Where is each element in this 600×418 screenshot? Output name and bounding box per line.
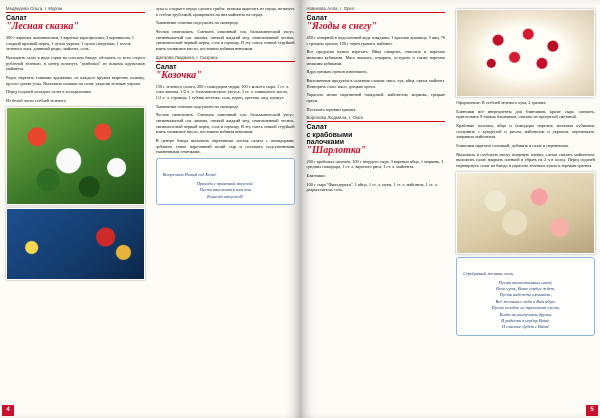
- recipe-author: Воронова Людмила, г. Омск: [307, 115, 446, 122]
- subhead-blinchiki: Блинчики:: [306, 173, 326, 179]
- step-text: Чеснок измельчить. Смешать лимонный сок, бальзамический уксус, свежевыжатый сок лимона, свежий жидкий мед, измельченный чеснок, свежемолотый черный перец, соль и горчицу. В эту смесь тонкой струйкой влить оливковое масло, постоянно взбивая венчиком.: [155, 29, 295, 52]
- right-column-1: [301, 0, 451, 418]
- poem-line: Пусть холодок не тревожит пусть,: [491, 305, 560, 311]
- recipe-author: Щепкова Людмила, г. Сызрань: [156, 55, 295, 62]
- poem-line: Пусть наполнится нам пая: [199, 187, 251, 193]
- step-text: Выложить салат в виде горки на плоском блюде, обсыпать со всех сторон рубленой зеленью, в центр воткнуть "грибочки" из шляпок кружочков майонеза.: [6, 54, 145, 72]
- poem-line: Пусть таинственных огней,: [498, 279, 553, 285]
- recipe-title-quoted: "Шарлотка": [306, 145, 367, 157]
- step-text: Все продукты нужно нарезать. Яйца отварить, очистить и нарезать мелкими кубиками. Мясо вымыть, отварить, остудить и также нарезать мелкими кубиками.: [306, 49, 446, 66]
- poem-line: Пусть надежды оживают,: [499, 292, 552, 298]
- salad-photo-berries: [456, 9, 595, 97]
- poem-line: Ночь чуть, Ваше сердце ждет,: [495, 286, 556, 292]
- poem-box: [456, 257, 595, 336]
- poem-line: Всё желанья с неба к Вам идут,: [495, 298, 556, 304]
- poem-heading: Серебряный желанье ночи,: [463, 270, 514, 276]
- step-text: Чеснок измельчить. Смешать лимонный сок, бальзамический уксус, свежевыжатый сок лимона, свежий жидкий мед, измельченный чеснок, свежемолотый черный перец, соль и горчицу. В эту смесь тонкой струйкой влить оливковое масло, постоянно взбивая венчиком.: [155, 112, 295, 135]
- step-text: Тыквенные семечки подсушить на сковороде.: [155, 20, 240, 26]
- poem-line: И радость в сердце Ваше,: [501, 317, 551, 323]
- step-text: Из белой части стеблей зеленого: [6, 97, 66, 103]
- recipe-title: "Ягоды в снегу": [306, 21, 377, 33]
- step-text: Выложенные продукты в салатник слоями: мясо, лук, яйца, орехи, майонез. Повторить слои: мясо, грецкие орехи.: [306, 77, 446, 89]
- poem-line: И счастье будет с Вами!: [501, 324, 550, 330]
- recipe-title-line1: с крабовыми: [306, 131, 353, 139]
- step-text: Украсить мелко нарезанной говядиной, майонезом, морковь, грецкие орехи.: [306, 92, 446, 103]
- poem-line: Приходи с приятной закуской,: [196, 180, 254, 186]
- intro-text: лука и сладкого перца сделать грибы: шляпки вырезать из перца, воткнуть в стебли трубочкой, прикрепить на низ майонеза на перца.: [155, 6, 295, 17]
- ingredients-list: 200 г вареных шампиньонов, 3 вареные картофелины, 2 корнишона, 1 сладкий красный перец, 1 пучок укропа, 1 пучок петрушки, 1 пучок зеленого лука, длинный редис, майонез, соль.: [6, 34, 135, 52]
- ingredients-list: 450 г отварной в подсоленной воде говядины, 1 красная луковица, 5 яиц, 70 г грецких орехов, 100 г зерен граната, майонез.: [306, 34, 445, 46]
- poem-line: Кошелёк капустой!: [206, 193, 244, 199]
- recipe-author: Новикова Алла, г. Орел: [307, 6, 446, 13]
- step-text: Ядра грецких орехов измельчить.: [306, 69, 368, 75]
- right-page: [301, 0, 600, 418]
- step-text: Блинчики нарезать соломкой, добавить в салат и перемешать.: [456, 143, 570, 149]
- recipe-kicker: Салат: [306, 15, 328, 22]
- poem-box: [156, 158, 295, 205]
- new-year-photo: [6, 208, 145, 280]
- recipe-kicker: Салат: [155, 63, 177, 71]
- step-text: Посыпать зернами граната.: [306, 106, 357, 112]
- step-text: Выложить в глубокую миску пищевую пленку, слегка смазать майонезом, выложить салат, накрыть пленкой и убрать на 2 ч в холод. Перед подачей перевернуть салат на блюдо и украсить зеленым луком и зернами граната.: [456, 151, 595, 169]
- recipe-author: Медведева Ольга, г. Муром: [6, 6, 145, 13]
- ingredients-list: 150 г зеленого салата, 200 г помидоров черри, 100 г козьего сыра, 1 ст. л. сока лимона, 1/2 ч. л. бальзамического уксуса, 3 ст. л. оливкового масла, 1/2 ч. л. горчицы, 1 зубчик чеснока, соль, перец, орегано, мед, кунжут.: [155, 83, 290, 100]
- step-text: Блинчики все ингредиенты для блинчиков, кроме сыра, смешать, приготовить 9 тонких блинчиков, смазать их прогретой сметаной.: [456, 108, 595, 120]
- recipe-kicker: Салат: [6, 15, 27, 22]
- recipe-title: "Лесная сказка": [6, 21, 79, 33]
- salad-photo-greek: [6, 107, 145, 205]
- page-number-left: 4: [2, 405, 14, 416]
- step-text: В центре блюда выложить нарезанные листья салата с помидорами, добавить тонко нарезанный козий сыр и посыпать подсушенными тыквенными семечками.: [155, 137, 295, 155]
- poem-line: Когда на наилучшем друзья,: [499, 311, 552, 317]
- step-text: Перед подачей охладить салат в холодильнике.: [6, 89, 92, 95]
- step-text: Крабовые палочки, яйца и помидоры нарезать мелкими кубиками, соединить с кукурузой и рисом, майонезом и укропом, перемешать, заправить майонезом.: [456, 123, 595, 140]
- recipe-title-line2: палочками: [306, 138, 345, 146]
- step-text: Редис нарезать тонкими кружками, из каждого кружка вырезать шляпку, просто срезав углы. Выложить шляпки на салат, украсив зеленью укропа.: [6, 74, 145, 86]
- ingredients-list-2: 100 г сыра "Фиалдерьки", 1 яйцо, 1 ст. л. муки, 1 ст. л. майонеза, 1 ст. л. разрыхлителя, соль.: [306, 181, 438, 193]
- right-column-2: [450, 0, 600, 418]
- step-text: Оформление: В стеблей зеленого лука, 2 граната.: [456, 100, 547, 105]
- recipe-kicker: Салат: [306, 124, 328, 132]
- ingredients-list: 200 г крабовых палочек, 100 г твердого сыра, 3 вареных яйца, 1 морковь, 3 средних помидора, 1 ст. л. вареного риса, 1 ст. л. майонеза.: [306, 158, 444, 170]
- salad-photo-crab: [456, 172, 595, 254]
- poem-heading: Встречаем Новый год Козы!: [162, 171, 217, 177]
- page-number-right: 5: [586, 405, 598, 416]
- left-column-2: [150, 0, 300, 418]
- left-column-1: [0, 0, 150, 418]
- recipe-title: "Козочка": [155, 70, 202, 82]
- step-text: Тыквенные семечки подсушить на сковороде.: [155, 103, 240, 109]
